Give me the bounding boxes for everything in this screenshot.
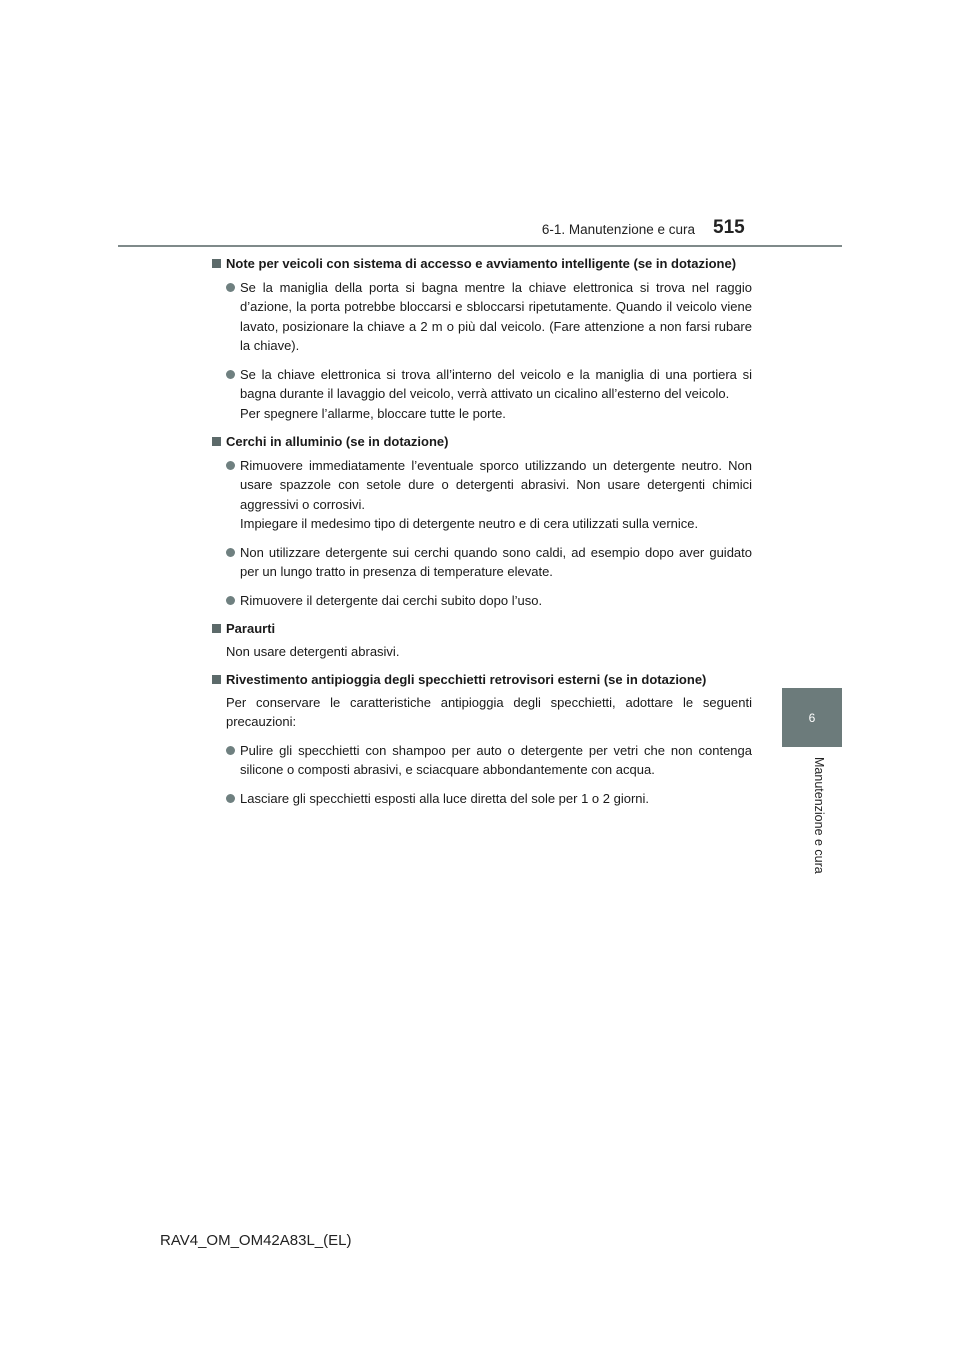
section-heading: Paraurti bbox=[210, 619, 752, 639]
list-item: Non utilizzare detergente sui cerchi quando sono caldi, ad esempio dopo aver guidato per un lungo tratto in presenza di temperature elevate. bbox=[226, 543, 752, 582]
section-paragraph: Per conservare le caratteristiche antipioggia degli specchietti, adottare le seguenti precauzioni: bbox=[226, 694, 752, 729]
section-paragraph: Non usare detergenti abrasivi. bbox=[226, 643, 400, 659]
section-smart-key bbox=[210, 254, 752, 423]
list-item: Se la chiave elettronica si trova all’interno del veicolo e la maniglia di una portiera si bagna durante il lavaggio del veicolo, verrà attivato un cicalino all’esterno del veicolo. Per spegnere l’allarme, bloccare tutte le porte. bbox=[226, 365, 752, 424]
round-bullet-icon bbox=[226, 283, 235, 292]
round-bullet-icon bbox=[226, 370, 235, 379]
section-title: 6-1. Manutenzione e cura bbox=[541, 222, 695, 237]
square-bullet-icon bbox=[212, 437, 221, 446]
round-bullet-icon bbox=[226, 794, 235, 803]
chapter-number: 6 bbox=[808, 710, 816, 725]
list-item: Lasciare gli specchietti esposti alla luce diretta del sole per 1 o 2 giorni. bbox=[226, 789, 752, 809]
round-bullet-icon bbox=[226, 746, 235, 755]
list-item: Rimuovere immediatamente l’eventuale sporco utilizzando un detergente neutro. Non usare spazzole con setole dure o detergenti abrasivi. Non usare detergenti chimici aggressivi o corrosivi. Impiegare il medesimo tipo di detergente neutro e di cera utilizzati sulla vernice. bbox=[226, 456, 752, 534]
round-bullet-icon bbox=[226, 548, 235, 557]
page-content bbox=[210, 254, 752, 817]
list-item: Pulire gli specchietti con shampoo per auto o detergente per vetri che non contenga silicone o composti abrasivi, e sciacquare abbondantemente con acqua. bbox=[226, 741, 752, 780]
section-heading: Cerchi in alluminio (se in dotazione) bbox=[210, 432, 752, 452]
page-number: 515 bbox=[713, 217, 745, 238]
chapter-title-vertical: Manutenzione e cura bbox=[812, 757, 826, 874]
section-alloy-wheels bbox=[210, 432, 752, 610]
list-item: Se la maniglia della porta si bagna mentre la chiave elettronica si trova nel raggio d’azione, la porta potrebbe bloccarsi e sbloccarsi ripetutamente. Quando il veicolo viene lavato, posizionare la chiave a 2 m o più dal veicolo. (Fare attenzione a non farsi rubare la chiave). bbox=[226, 278, 752, 356]
header-rule bbox=[118, 245, 842, 247]
section-heading: Note per veicoli con sistema di accesso e avviamento intelligente (se in dotazione) bbox=[210, 254, 752, 274]
round-bullet-icon bbox=[226, 596, 235, 605]
square-bullet-icon bbox=[212, 624, 221, 633]
list-item: Rimuovere il detergente dai cerchi subito dopo l’uso. bbox=[226, 591, 752, 611]
section-bumpers bbox=[210, 619, 752, 661]
round-bullet-icon bbox=[226, 461, 235, 470]
document-code: RAV4_OM_OM42A83L_(EL) bbox=[160, 1232, 352, 1249]
square-bullet-icon bbox=[212, 675, 221, 684]
page-header bbox=[0, 0, 960, 250]
section-heading: Rivestimento antipioggia degli specchietti retrovisori esterni (se in dotazione) bbox=[210, 670, 752, 690]
section-mirror-coating bbox=[210, 670, 752, 808]
chapter-tab bbox=[782, 688, 842, 747]
square-bullet-icon bbox=[212, 259, 221, 268]
